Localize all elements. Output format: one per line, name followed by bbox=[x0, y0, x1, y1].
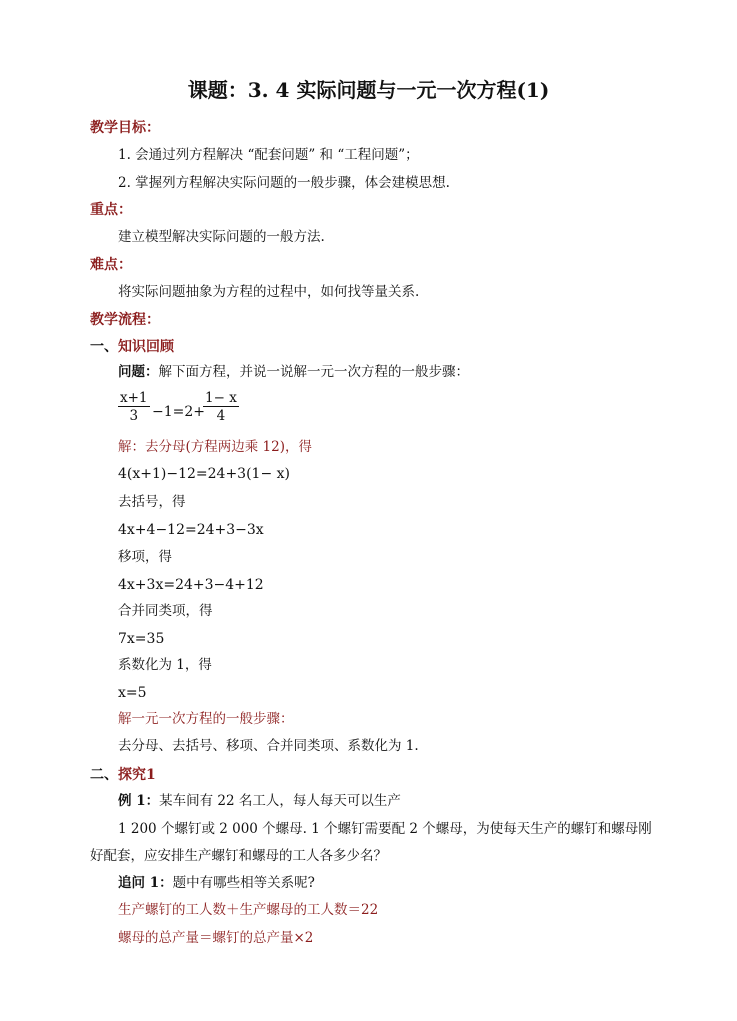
part1-heading-num: 一、 bbox=[90, 339, 118, 355]
example-label: 例 1： bbox=[118, 793, 160, 809]
question-text: 解下面方程，并说一说解一元一次方程的一般步骤： bbox=[158, 364, 469, 380]
goal-item-2: 2. 掌握列方程解决实际问题的一般步骤，体会建模思想. bbox=[118, 175, 450, 191]
solution-step-9: 系数化为 1，得 bbox=[118, 657, 212, 673]
fraction-1 bbox=[118, 390, 150, 425]
part2-heading-num: 二、 bbox=[90, 767, 118, 783]
summary-label: 解一元一次方程的一般步骤： bbox=[118, 711, 294, 727]
fraction-2 bbox=[203, 390, 239, 425]
flow-heading: 教学流程： bbox=[90, 312, 160, 328]
key-point-text: 建立模型解决实际问题的一般方法. bbox=[118, 229, 325, 245]
solution-step-6: 4x+3x=24+3−4+12 bbox=[118, 577, 264, 593]
part1-heading-text: 知识回顾 bbox=[118, 339, 174, 355]
followup-line bbox=[118, 877, 315, 891]
followup-text: 题中有哪些相等关系呢? bbox=[172, 875, 315, 891]
solution-step-8: 7x=35 bbox=[118, 631, 165, 647]
solution-step-5: 移项，得 bbox=[118, 549, 172, 565]
fraction-2-numerator: 1− x bbox=[205, 390, 237, 406]
example-line-1 bbox=[118, 795, 401, 809]
fraction-1-numerator: x+1 bbox=[120, 390, 148, 406]
relation-2: 螺母的总产量＝螺钉的总产量×2 bbox=[118, 930, 314, 946]
difficulty-heading: 难点： bbox=[90, 257, 132, 273]
part1-heading bbox=[90, 340, 174, 354]
goals-heading: 教学目标： bbox=[90, 120, 160, 136]
fraction-2-denominator: 4 bbox=[216, 408, 226, 424]
solution-step-1: 解：去分母(方程两边乘 12)，得 bbox=[118, 439, 313, 455]
summary-text: 去分母、去括号、移项、合并同类项、系数化为 1. bbox=[118, 738, 419, 754]
example-text-1: 某车间有 22 名工人，每人每天可以生产 bbox=[159, 793, 401, 809]
solution-step-2: 4(x+1)−12=24+3(1− x) bbox=[118, 466, 290, 482]
solution-step-4: 4x+4−12=24+3−3x bbox=[118, 522, 264, 538]
followup-label: 追问 1： bbox=[118, 875, 173, 891]
part2-heading-text: 探究1 bbox=[118, 767, 156, 783]
fraction-1-denominator: 3 bbox=[129, 408, 139, 424]
question-line bbox=[118, 366, 469, 380]
equation-middle: −1=2+ bbox=[152, 404, 206, 420]
question-label: 问题： bbox=[118, 364, 159, 380]
example-line-2: 1 200 个螺钉或 2 000 个螺母. 1 个螺钉需要配 2 个螺母，为使每天生产的螺钉和螺母刚 bbox=[118, 821, 652, 837]
solution-step-7: 合并同类项，得 bbox=[118, 603, 213, 619]
solution-step-10: x=5 bbox=[118, 685, 147, 701]
part2-heading bbox=[90, 768, 156, 782]
page-title: 课题：3. 4 实际问题与一元一次方程(1) bbox=[187, 78, 550, 102]
key-point-heading: 重点： bbox=[90, 202, 132, 218]
difficulty-text: 将实际问题抽象为方程的过程中，如何找等量关系. bbox=[118, 284, 420, 300]
solution-step-3: 去括号，得 bbox=[118, 494, 186, 510]
relation-1: 生产螺钉的工人数＋生产螺母的工人数＝22 bbox=[118, 902, 379, 918]
example-line-3: 好配套，应安排生产螺钉和螺母的工人各多少名？ bbox=[90, 848, 387, 864]
goal-item-1: 1. 会通过列方程解决 “配套问题” 和 “工程问题”； bbox=[118, 147, 419, 163]
